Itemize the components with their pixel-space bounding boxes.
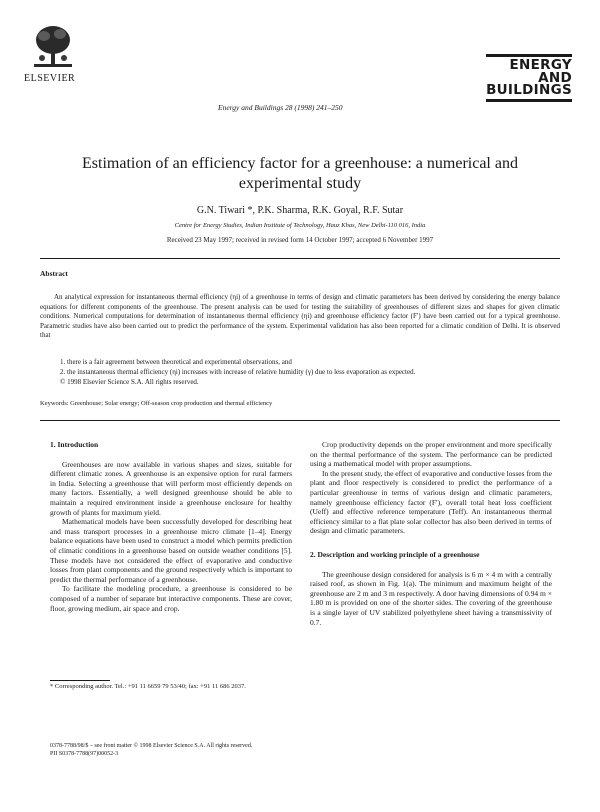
keywords: Keywords: Greenhouse; Solar energy; Off-season crop production and thermal efficiency (40, 400, 273, 407)
brand-bar-bottom (486, 99, 572, 102)
brand-word-3: BUILDINGS (486, 82, 572, 98)
article-title: Estimation of an efficiency factor for a greenhouse: a numerical and experimental study (82, 155, 518, 192)
brand-word-2: AND (538, 69, 572, 86)
body-paragraph: Mathematical models have been successfully developed for describing heat and mass transport processes in a greenhouse micro climate [1–4]. Energy balance equations have been used to construct a model which permits prediction of climatic conditions in a greenhouse based on outside weather conditions [5]. These models have not considered the effect of evaporative and conductive losses from plant components and the ground respectively which is important to predict the thermal performance of a greenhouse. (50, 517, 292, 584)
author-affiliation: Centre for Energy Studies, Indian Institute of Technology, Hauz Khas, New Delhi-110 016, India (174, 222, 426, 229)
pii-line: PII S0378-7788(97)00052-3 (50, 751, 119, 757)
body-paragraph: The greenhouse design considered for analysis is 6 m × 4 m with a centrally raised roof, as shown in Fig. 1(a). The minimum and maximum height of the greenhouse are 2 m and 3 m respectively. A door having dimensions of 0.94 m × 1.80 m is provided on one of the shorter sides. The covering of the greenhouse is a single layer of UV stabilized polyethylene sheet having a transmissivity of 0.7. (310, 569, 552, 627)
abstract-heading: Abstract (40, 269, 68, 278)
journal-reference: Energy and Buildings 28 (1998) 241–250 (218, 103, 343, 112)
abstract-list (40, 357, 560, 377)
body-paragraph: Greenhouses are now available in various shapes and sizes, suitable for different climatic zones. A greenhouse is an expensive option for rural farmers in India. Selecting a greenhouse that will perform most efficiently depends on many factors. Essentially, a well designed greenhouse should be able to maintain a required environment inside a greenhouse enclosure for healthy growth of plants for maximum yield. (50, 459, 292, 517)
issn-line: 0378-7788/98/$ – see front matter © 1998 Elsevier Science S.A. All rights reserved. (50, 743, 253, 749)
body-paragraph: To facilitate the modeling procedure, a greenhouse is considered to be composed of a number of separate but interactive components. These are cover, floor, growing medium, air space and crop. (50, 584, 292, 613)
publisher-logo (24, 22, 84, 84)
right-column (310, 440, 552, 627)
publisher-name: ELSEVIER (24, 73, 76, 84)
footnote-divider (50, 680, 110, 681)
left-column (50, 440, 292, 613)
copyright-notice: © 1998 Elsevier Science S.A. All rights reserved. (60, 378, 199, 386)
divider-bottom (40, 420, 560, 421)
elsevier-tree-icon (30, 22, 76, 72)
section-heading-description: 2. Description and working principle of a greenhouse (310, 549, 480, 559)
brand-word-1: ENERGY (509, 57, 572, 73)
issn-block (50, 742, 252, 758)
abstract-list-item: 2. the instantaneous thermal efficiency (ηi) increases with increase of relative humidity (γ) due to less evaporation as expected. (60, 368, 416, 376)
journal-brand (486, 52, 572, 104)
abstract-list-item: 1. there is a fair agreement between theoretical and experimental observations, and (60, 358, 292, 366)
section-heading-introduction: 1. Introduction (50, 440, 99, 449)
received-dates: Received 23 May 1997; received in revised form 14 October 1997; accepted 6 November 1997 (166, 236, 434, 244)
corresponding-author-footnote: * Corresponding author. Tel.: +91 11 6659 79 53/40; fax: +91 11 686 2037. (50, 683, 246, 690)
body-paragraph: In the present study, the effect of evaporative and conductive losses from the plant and floor respectively is considered to predict the performance of a particular greenhouse in terms of various design and climatic parameters, namely greenhouse efficiency factor (F′), overall total heat loss coefficient (Ueff) and effective reference temperature (Teff). An instantaneous thermal efficiency similar to a flat plate solar collector has also been derived in terms of design and climatic parameters. (310, 468, 552, 536)
abstract-text: An analytical expression for instantaneous thermal efficiency (ηi) of a greenhouse in terms of design and climatic parameters has been derived by considering the energy balance equations for different components of the greenhouse. The present analysis can be used for testing the suitability of greenhouses of different sizes and shapes for given climatic conditions. Numerical computations for determination of instantaneous thermal efficiency (ηi) and greenhouse efficiency factor (F′) have been carried out for a typical greenhouse. Parametric studies have also been carried out to predict the performance of the system. Experimental validation has also been reported for a climatic condition of Delhi. It is observed that (40, 293, 560, 339)
body-paragraph: Crop productivity depends on the proper environment and more specifically on the thermal performance of the system. The performance can be predicted using a mathematical model with proper assumptions. (310, 440, 552, 469)
divider-top (40, 258, 560, 259)
article-authors: G.N. Tiwari *, P.K. Sharma, R.K. Goyal, R.F. Sutar (196, 205, 404, 216)
